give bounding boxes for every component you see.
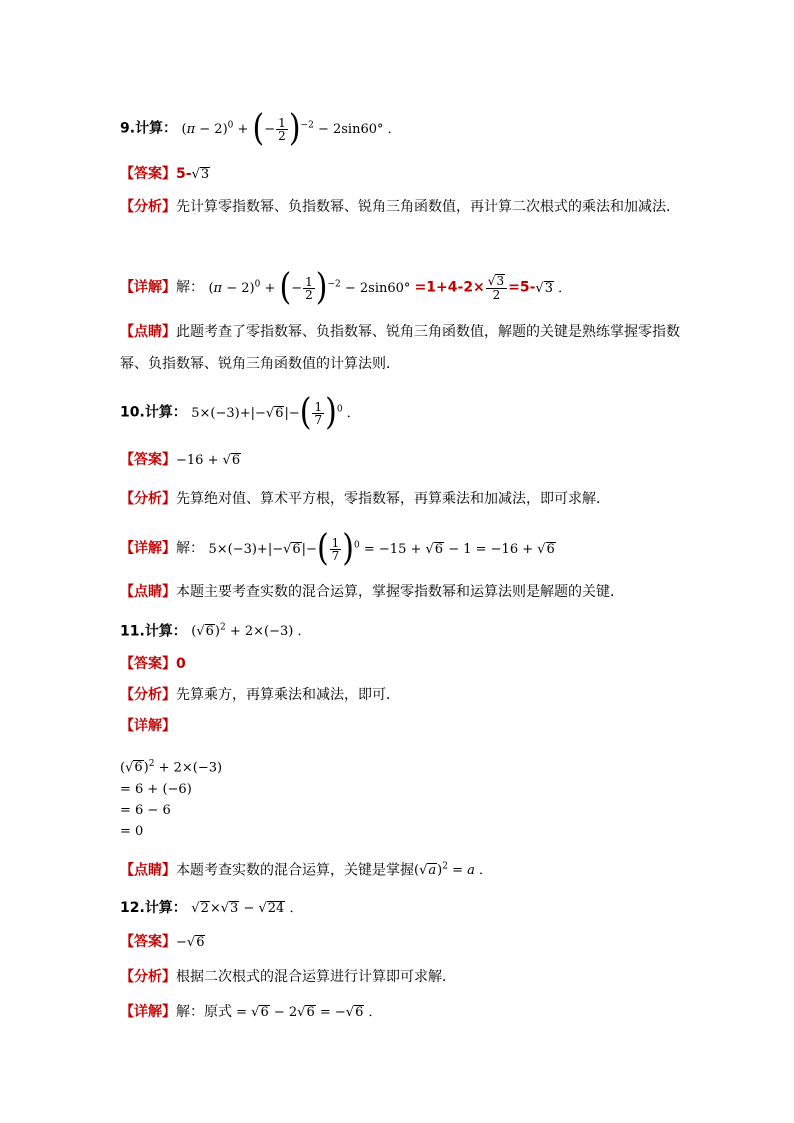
answer-value: 0 [176,656,186,672]
q11-comment [120,857,492,881]
comment-text: 本题考查实数的混合运算，关键是掌握 [176,862,414,879]
comment-formula: $(√a)^2 = a$ ． [414,862,493,879]
q10-answer [120,450,241,471]
analysis-text: 根据二次根式的混合运算进行计算即可求解． [176,969,456,985]
q9-detail [120,266,572,309]
detail-label: 【详解】 [120,718,176,734]
answer-value: 5- [176,166,192,182]
question-number: 11. [120,623,145,640]
analysis-label: 【分析】 [120,687,176,703]
q11-detail-label [120,716,176,736]
sqrt3-expression: √3 [191,167,210,182]
q11-step1: = 6 + (−6) [120,782,192,797]
calc-label: 计算： [144,900,187,916]
question-9 [120,107,401,150]
answer-label: 【答案】 [120,656,176,672]
q12-analysis [120,967,456,987]
q9-answer [120,164,210,185]
math-expression: √2×√3 − √24 ． [191,901,303,916]
q10-analysis [120,489,610,509]
answer-label: 【答案】 [120,166,176,182]
detail-result: =1+4-2× [414,279,485,296]
question-12 [120,898,302,919]
analysis-label: 【分析】 [120,969,176,985]
question-number: 10. [120,404,145,421]
answer-label: 【答案】 [120,934,176,950]
answer-label: 【答案】 [120,452,176,468]
comment-label: 【点睛】 [120,584,176,600]
q10-comment [120,582,624,602]
comment-label: 【点睛】 [120,324,176,340]
q9-comment [120,316,680,380]
answer-value: −16 + √6 [176,453,241,468]
math-expression: 5×(−3)+|−√6|−( $\frac{1}{7}$ )$^0$ = −15 + √6 − 1 = −16 + √6 [208,527,555,570]
analysis-text: 先算绝对值、算术平方根，零指数幂，再算乘法和加减法，即可求解． [176,491,610,507]
q11-step3: = 0 [120,824,144,839]
question-11 [120,618,310,642]
question-10 [120,391,360,434]
math-expression: = √6 − 2√6 = −√6 ． [232,1005,382,1020]
solve-label: 解： [176,540,204,557]
math-expression: $(\pi - 2)^0$ + (− $\frac{1}{2}$ )$^{-2}$ − 2sin60° [208,266,415,309]
question-number: 9. [120,120,136,137]
detail-label: 【详解】 [120,1004,176,1020]
solve-label: 解： [176,279,204,296]
comment-text: 本题主要考查实数的混合运算，掌握零指数幂和运算法则是解题的关键． [176,584,624,600]
q11-step2: = 6 − 6 [120,803,171,818]
comment-label: 【点睛】 [120,862,176,879]
sqrt3-over-2: $\frac{√3}{2}$ [486,274,507,301]
answer-value: −√6 [176,935,205,950]
calc-label: 计算： [135,120,178,137]
q11-answer [120,654,186,674]
q12-answer [120,932,205,953]
analysis-text: 先计算零指数幂、负指数幂、锐角三角函数值，再计算二次根式的乘法和加减法． [176,199,680,215]
q9-analysis [120,191,680,223]
math-expression: $(\pi - 2)^0$ + (− $\frac{1}{2}$ )$^{-2}$ − 2sin60° ． [181,107,401,150]
comment-text: 此题考查了零指数幂、负指数幂、锐角三角函数值，解题的关键是熟练掌握零指数幂、负指数幂、锐角三角函数值的计算法则． [120,324,680,372]
analysis-label: 【分析】 [120,199,176,215]
detail-prefix: 解：原式 [176,1004,232,1020]
calc-label: 计算： [144,623,187,640]
q11-step0: $(√6)^2 + 2\times(-3)$ [120,759,223,776]
math-expression: 5×(−3)+|−√6|−( $\frac{1}{7}$ )$^0$ ． [191,391,360,434]
detail-end: =5- [508,279,536,296]
q11-analysis [120,685,400,705]
question-number: 12. [120,900,145,916]
detail-label: 【详解】 [120,540,176,557]
analysis-label: 【分析】 [120,491,176,507]
math-expression: $(√6)^2 + 2\times(-3)$ ． [191,623,311,640]
calc-label: 计算： [144,404,187,421]
sqrt3-expression: √3 ． [535,280,572,296]
q12-detail [120,1002,382,1023]
q10-detail [120,527,556,570]
detail-label: 【详解】 [120,279,176,296]
analysis-text: 先算乘方，再算乘法和减法，即可． [176,687,400,703]
